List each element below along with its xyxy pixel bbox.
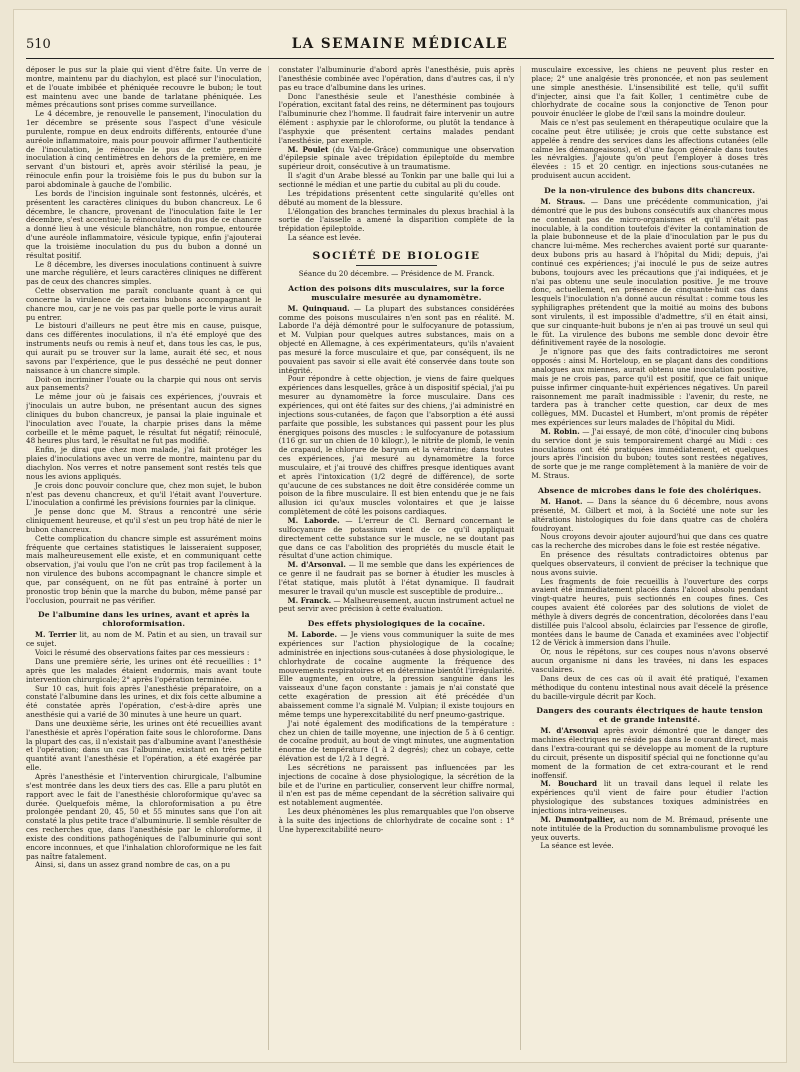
paragraph: musculaire excessive, les chiens ne peuvent plus rester en place; 2° une analgésie très prononcée, et non pas seulement une simple anesthésie. L'insensibilité est telle, qu'il suffit d'injecter, ainsi que l'a fait Koller, 1 centimètre cube de chlorhydrate de cocaïne sous la conjonctive de Tenon pour pouvoir énucléer le globe de l'œil sans la moindre douleur. [531,66,768,119]
paragraph: J'ai noté également des modifications de la température : chez un chien de taille moyenne, une injection de 5 à 6 centigr. de cocaïne produit, au bout de vingt minutes, une augmentation énorme de température (1 à 2 degrés); chez un cobaye, cette élévation est de 1/2 à 1 degré. [278,718,515,764]
journal-title: LA SEMAINE MÉDICALE [291,36,509,52]
paragraph: Les trépidations présentent cette singularité qu'elles ont débuté au moment de la blessure. [278,188,515,207]
paragraph: Enfin, je dirai que chez mon malade, j'ai fait protéger les plaies d'inoculations avec un verre de montre, maintenu par du diachylon. Nos verres et notre pansement sont restés tels que nous les avions appliqués. [26,445,262,481]
paragraph: Ainsi, si, dans un assez grand nombre de cas, on a pu [35,860,231,870]
speaker-paragraph [279,305,515,376]
paragraph: Le bistouri d'ailleurs ne peut être mis en cause, puisque, dans ces différentes inoculations, il n'a été employé que des instruments neufs ou remis à neuf et, dans tous les cas, le pus, qui aurait pu se trouver sur la lame, aurait été sec, et nous savons par l'expérience, que le pus desséché ne peut donner naissance à un chancre simple. [26,321,262,375]
journal-page [14,10,786,1062]
speaker-text: lit un travail dans lequel il relate les expériences qu'il vient de faire pour étudier l'action physiologique des substances toxiques administrées en injections intra-veineuses. [531,779,768,815]
paragraph: La séance est levée. [287,233,361,243]
speaker-name: M. d'Arsonval. [287,560,346,570]
speaker-paragraph [531,498,768,533]
speaker-paragraph [279,146,515,173]
paragraph: Sur 10 cas, huit fois après l'anesthésie préparatoire, on a constaté l'albumine dans les urines, et dix fois cette albumine a été constatée après l'opération, c'est-à-dire après une anesthésie qui a varié de 30 minutes à une heure un quart. [26,683,262,720]
speaker-paragraph [26,631,262,649]
paragraph: Les deux phénomènes les plus remarquables que l'on observe à la suite des injections de chlorhydrate de cocaïne sont : 1° Une hyperexcitabilité neuro- [278,807,515,834]
speaker-name: M. Straus. [540,196,586,206]
speaker-paragraph [531,780,768,815]
paragraph: Donc l'anesthésie seule et l'anesthésie combinée à l'opération, excitant fatal des reins, ne déterminent pas toujours l'albuminurie chez l'homme. Il faudrait faire intervenir un autre élément : asphyxie par le chloroforme, ou plutôt la tendance à l'asphyxie que présentent certains malades pendant l'anesthésie, par exemple. [278,91,515,145]
paragraph: Les bords de l'incision inguinale sont festonnés, ulcérés, et présentent les caractères cliniques du bubon chancreux. Le 6 décembre, le chancre, provenant de l'inoculation faite le 1er décembre, s'est accentué; la réinoculation du pus de ce chancre a donné lieu à une vésicule blanchâtre, non rompue, entourée d'une auréole inflammatoire, vésicule typique, enfin j'ajouterai que la troisième inoculation du pus du bubon a donné un résultat positif. [26,188,262,260]
text-columns [26,66,774,1050]
speaker-paragraph [279,631,515,719]
paragraph: Or, nous le répétons, sur ces coupes nous n'avons observé aucun organisme ni dans les travées, ni dans les espaces vasculaires. [531,647,768,674]
paragraph: Cette complication du chancre simple est assurément moins fréquente que certaines statistiques le laisseraient supposer, mais malheureusement elle existe, et en communiquant cette observation, j'ai voulu que l'on ne crût pas trop facilement à la non virulence des bubons accompagnant le chancre simple et que, par conséquent, on ne fût pas entraîné à porter un pronostic trop bénin que la marche du bubon, même pansé par l'occlusion, pourrait ne pas vérifier. [26,533,262,605]
paragraph: L'élongation des branches terminales du plexus brachial à la sortie de l'aisselle a amené la disparition complète de la trépidation épileptoïde. [278,206,515,234]
running-head [26,36,774,59]
speaker-paragraph [279,561,515,596]
speaker-name: M. d'Arsonval [540,726,599,736]
paragraph: Je n'ignore pas que des faits contradictoires me seront opposés : ainsi M. Horteloup, en se plaçant dans des conditions analogues aux miennes, aurait obtenu une inoculation positive, mais je ne crois pas, parce qu'il est positif, que ce fait unique puisse infirmer cinquante-huit expériences négatives. Un pareil raisonnement me paraît inadmissible : l'avenir, du reste, ne tardera pas à trancher cette question, car deux de mes collègues, MM. Ducastel et Humbert, m'ont promis de répéter mes expériences sur leurs malades de l'hôpital du Midi. [531,347,768,428]
speaker-text: — J'ai essayé, de mon côté, d'inoculer cinq bubons du service dont je suis temporairement chargé au Midi : ces inoculations ont été pratiquées immédiatement, et quelques jours après l'incision du bubon; toutes sont restées négatives, de sorte que je me range complètement à la manière de voir de M. Straus. [531,426,768,481]
speaker-text: — Je viens vous communiquer la suite de mes expériences sur l'action physiologique de la cocaïne; administrée en injections sous-cutanées à dose physiologique, le chlorhydrate de cocaïne augmente la fréquence des mouvements respiratoires et en détermine bientôt l'irrégularité. Elle augmente, en outre, la pression sanguine dans les vaisseaux d'une façon constante : jamais je n'ai constaté que cette exagération de pression ait été précédée d'un abaissement comme l'a signalé M. Vulpian; il existe toujours en même temps une hyperexcitabilité du nerf pneumo-gastrique. [278,630,515,719]
section-title-cocaine: Des effets physiologiques de la cocaïne. [307,619,486,629]
paragraph: Dans une deuxième série, les urines ont été recueillies avant l'anesthésie et après l'opération faite sous le chloroforme. Dans la plupart des cas, il n'existait pas d'albumine avant l'anesthésie et l'opération; dans un cas l'albumine, existant en très petite quantité avant l'anesthésie et l'opération, a été exagérée par elle. [26,718,262,773]
speaker-paragraph [279,597,515,615]
paragraph: Nous croyons devoir ajouter aujourd'hui que dans ces quatre cas la recherche des microbes dans le foie est restée négative. [531,532,768,551]
society-heading: SOCIÉTÉ DE BIOLOGIE [312,249,481,262]
section-title-bubons: De la non-virulence des bubons dits chancreux. [544,185,756,195]
column-middle [279,66,522,1050]
paragraph: Il s'agit d'un Arabe blessé au Tonkin par une balle qui lui a sectionné le médian et une partie du cubital au pli du coude. [278,171,515,189]
speaker-text: — L'erreur de Cl. Bernard concernant le sulfocyanure de potassium vient de ce qu'il appliquait directement cette substance sur le muscle, ne se doutant pas que dans ce cas l'abolition des propriétés du muscle était le résultat d'une action chimique. [278,515,515,561]
speaker-name: M. Laborde. [287,515,340,525]
speaker-name: M. Poulet [287,144,329,154]
paragraph: Les fragments de foie recueillis à l'ouverture des corps avaient été immédiatement placés dans l'alcool absolu pendant vingt-quatre heures, puis sectionnés en coupes fines. Ces coupes avaient été colorées par des solutions de violet de méthyle à divers degrés de concentration, décolorées dans l'eau distillée puis l'alcool absolu, éclaircies par l'essence de girofle, montées dans le baume de Canada et examinées avec l'objectif 12 de Vérick à immersion dans l'huile. [531,576,768,648]
session-line: Séance du 20 décembre. — Présidence de M. Franck. [298,268,495,278]
speaker-name: M. Dumontpallier, [540,814,616,824]
paragraph: Je crois donc pouvoir conclure que, chez mon sujet, le bubon n'est pas devenu chancreux, et qu'il l'était avant l'ouverture. L'inoculation a confirmé les prévisions fournies par la clinique. [26,480,262,508]
paragraph: Cette observation me paraît concluante quant à ce qui concerne la virulence de certains bubons accompagnant le chancre mou, car je ne vois pas par quelle porte le virus aurait pu entrer. [26,286,262,322]
column-right [531,66,774,1050]
paragraph: Dans deux de ces cas où il avait été pratiqué, l'examen méthodique du contenu intestinal nous avait décelé la présence du bacille-virgule décrit par Koch. [531,673,768,701]
speaker-paragraph [531,428,768,481]
speaker-text: — Il me semble que dans les expériences de ce genre il ne faudrait pas se borner à étudier les muscles à l'état statique, mais plutôt à l'état dynamique. Il faudrait mesurer le travail qu'un muscle est susceptible de produire... [278,560,515,596]
speaker-name: M. Laborde. [287,630,337,640]
speaker-paragraph [531,816,768,843]
speaker-name: M. Terrier [35,630,77,640]
section-title-courants: Dangers des courants électriques de haute tension et de grande intensité. [536,706,763,725]
speaker-paragraph [531,198,768,348]
section-title-albumine: De l'albumine dans les urines, avant et après la chloroformisation. [37,610,250,629]
paragraph: Le même jour où je faisais ces expériences, j'ouvrais et j'inoculais un autre bubon, ne présentant aucun des signes cliniques du bubon chancreux, je pansai la plaie inguinale et l'inoculation avec l'ouate, la charpie prises dans la même corbeille et le même paquet, le résultat fut négatif; réinoculé, 48 heures plus tard, le résultat ne fut pas modifié. [26,392,262,446]
section-title-microbes: Absence de microbes dans le foie des cholériques. [537,485,762,495]
speaker-text: — Dans la séance du 6 décembre, nous avons présenté, M. Gilbert et moi, à la Société une note sur les altérations histologiques du foie dans quatre cas de choléra foudroyant. [531,496,768,533]
speaker-text: — Malheureusement, aucun instrument actuel ne peut servir avec précision à cette évaluation. [278,595,515,614]
paragraph: La séance est levée. [540,841,614,851]
paragraph: Doit-on incriminer l'ouate ou la charpie qui nous ont servis aux pansements? [26,374,262,393]
paragraph: Le 8 décembre, les diverses inoculations continuent à suivre une marche régulière, et leurs caractères cliniques ne diffèrent pas de ceux des chancres simples. [26,259,262,287]
speaker-name: M. Bouchard [540,779,598,789]
column-left [26,66,269,1050]
speaker-name: M. Franck. [287,595,332,605]
speaker-text: — La plupart des substances considérées comme des poisons musculaires n'en sont pas en réalité. M. Laborde l'a déjà démontré pour le sulfocyanure de potassium, et M. Vulpian pour quelques autres substances, mais on a objecté en Allemagne, à ces expérimentateurs, qu'ils n'avaient pas mesuré la force musculaire et que, par conséquent, ils ne pouvaient pas savoir si elle avait été conservée dans toute son intégrité. [278,303,515,375]
paragraph: Mais ce n'est pas seulement en thérapeutique oculaire que la cocaïne peut être utilisée; je crois que cette substance est appelée à rendre des services dans les affections cutanées (elle calme les démangeaisons), et d'une façon générale dans toutes les névralgies. J'ajoute qu'on peut l'employer à doses très élevées : 15 et 20 centigr. en injections sous-cutanées ne produisent aucun accident. [531,118,768,181]
paragraph: Voici le résumé des observations faites par ces messieurs : [35,648,250,658]
paragraph: Le 4 décembre, je renouvelle le pansement, l'inoculation du 1er décembre se présente sous l'aspect d'une vésicule purulente, rompue en deux endroits différents, entourée d'une auréole inflammatoire, mais pour pouvoir affirmer l'authenticité de l'inoculation, je réinocule le pus de cette première inoculation à cinq centimètres en dehors de la première, en me servant d'un bistouri et, après avoir stérilisé la peau, je réinocule enfin pour la troisième fois le pus du bubon sur la paroi abdominale à gauche de l'ombilic. [26,109,262,189]
paragraph: constater l'albuminurie d'abord après l'anesthésie, puis après l'anesthésie combinée avec l'opération, dans d'autres cas, il n'y pas eu trace d'albumine dans les urines. [278,66,515,92]
speaker-text: lit, au nom de M. Patin et au sien, un travail sur ce sujet. [26,630,262,649]
speaker-paragraph [279,517,515,561]
heading-rule [356,265,436,266]
page-number: 510 [26,37,51,52]
speaker-text: après avoir démontré que le danger des machines électriques ne réside pas dans le courant direct, mais dans l'extra-courant qui se développe au moment de la rupture du circuit, présente un dispositif spécial qui ne fonctionne qu'au moment de la formation de cet extra-courant et le rend inoffensif. [531,726,768,780]
speaker-text: (du Val-de-Grâce) communique une observation d'épilepsie spinale avec trépidation épileptoïde du membre supérieur droit, consécutive à un traumatisme. [278,144,515,172]
speaker-name: M. Hanot. [540,496,583,506]
paragraph: Je pense donc que M. Straus a rencontré une série cliniquement heureuse, et qu'il s'est un peu trop hâté de nier le bubon chancreux. [26,507,262,534]
paragraph: Dans une première série, les urines ont été recueillies : 1° après que les malades étaient endormis, mais avant toute intervention chirurgicale; 2° après l'opération terminée. [26,657,262,684]
paragraph: En présence des résultats contradictoires obtenus par quelques observateurs, il convient de préciser la technique que nous avons suivie. [531,550,768,577]
speaker-name: M. Quinquaud. [287,303,350,313]
paragraph: Après l'anesthésie et l'intervention chirurgicale, l'albumine s'est montrée dans les deux tiers des cas. Elle a paru plutôt en rapport avec le fait de l'anesthésie chloroformique qu'avec sa durée. Quelquefois même, la chloroformisation a pu être prolongée pendant 20, 45, 50 et 55 minutes sans que l'on ait constaté la plus petite trace d'albuminurie. Il semble résulter de ces recherches que, dans l'anesthésie par le chloroforme, il existe des conditions pathogéniques de l'albuminurie qui sont encore inconnues, et que l'inhalation chloroformique ne les fait pas naître fatalement. [26,771,262,861]
section-title-poisons: Action des poisons dits musculaires, sur la force musculaire mesurée au dynamomètre. [288,283,505,302]
speaker-paragraph [531,727,768,780]
speaker-text: au nom de M. Brémaud, présente une note intitulée de la Production du somnambulisme provoqué les yeux ouverts. [531,814,768,842]
speaker-text: — Dans une précédente communication, j'ai démontré que le pus des bubons consécutifs aux chancres mous ne contenait pas de micro-organismes et qu'il n'était pas inoculable, à la condition toutefois d'éviter la contamination de la plaie bubonneuse et de la plaie d'inoculation par le pus du chancre lui-même. Mes recherches avaient porté sur quarante-deux bubons pris au hasard à l'hôpital du Midi; depuis, j'ai continué ces expériences; j'ai inoculé le pus de seize autres bubons, toujours avec les précautions que j'ai indiquées, et je n'ai pas obtenu une seule inoculation positive. Je me trouve donc, actuellement, en présence de cinquante-huit cas dans lesquels l'inoculation n'a donné aucun résultat : comme tous les syphiligraphes prétendent que la moitié au moins des bubons sont virulents, il est impossible d'admettre, s'il en était ainsi, que sur cinquante-huit bubons je n'en ai pas trouvé un seul qui le fût. La virulence des bubons me semble donc devoir être définitivement rayée de la nosologie. [531,196,768,348]
paragraph: déposer le pus sur la plaie qui vient d'être faite. Un verre de montre, maintenu par du diachylon, est placé sur l'inoculation, et de l'ouate imbibée et phéniquée recouvre le bubon; le tout est maintenu avec une bande de tarlatane phéniquée. Les mêmes précautions sont prises comme surveillance. [26,66,262,110]
speaker-name: M. Robin. [540,426,580,436]
paragraph: Les sécrétions ne paraissent pas influencées par les injections de cocaïne à dose physiologique, la sécrétion de la bile et de l'urine en particulier, conservent leur chiffre normal, il n'en est pas de même cependant de la sécrétion salivaire qui est notablement augmentée. [278,762,515,808]
paragraph: Pour répondre à cette objection, je viens de faire quelques expériences dans lesquelles, grâce à un dispositif spécial, j'ai pu mesurer au dynamomètre la force musculaire. Dans ces expériences, qui ont été faites sur des chiens, j'ai administré en injections sous-cutanées, de façon que l'absorption a été aussi parfaite que possible, les substances qui passent pour les plus énergiques poisons des muscles : le sulfocyanure de potassium (116 gr. sur un chien de 10 kilogr.), le nitrite de plomb, le venin de crapaud, le chlorure de baryum et la vératrine; dans toutes ces expériences, j'ai mesuré au dynamomètre la force musculaire, et j'ai trouvé des chiffres presque identiques avant et après l'intoxication (1/2 degré de différence), de sorte qu'aucune de ces substances ne doit être considérée comme un poison de la fibre musculaire. Il est bien entendu que je ne fais allusion ici qu'aux muscles volontaires et que je laisse complètement de côté les poisons cardiaques. [278,374,515,517]
